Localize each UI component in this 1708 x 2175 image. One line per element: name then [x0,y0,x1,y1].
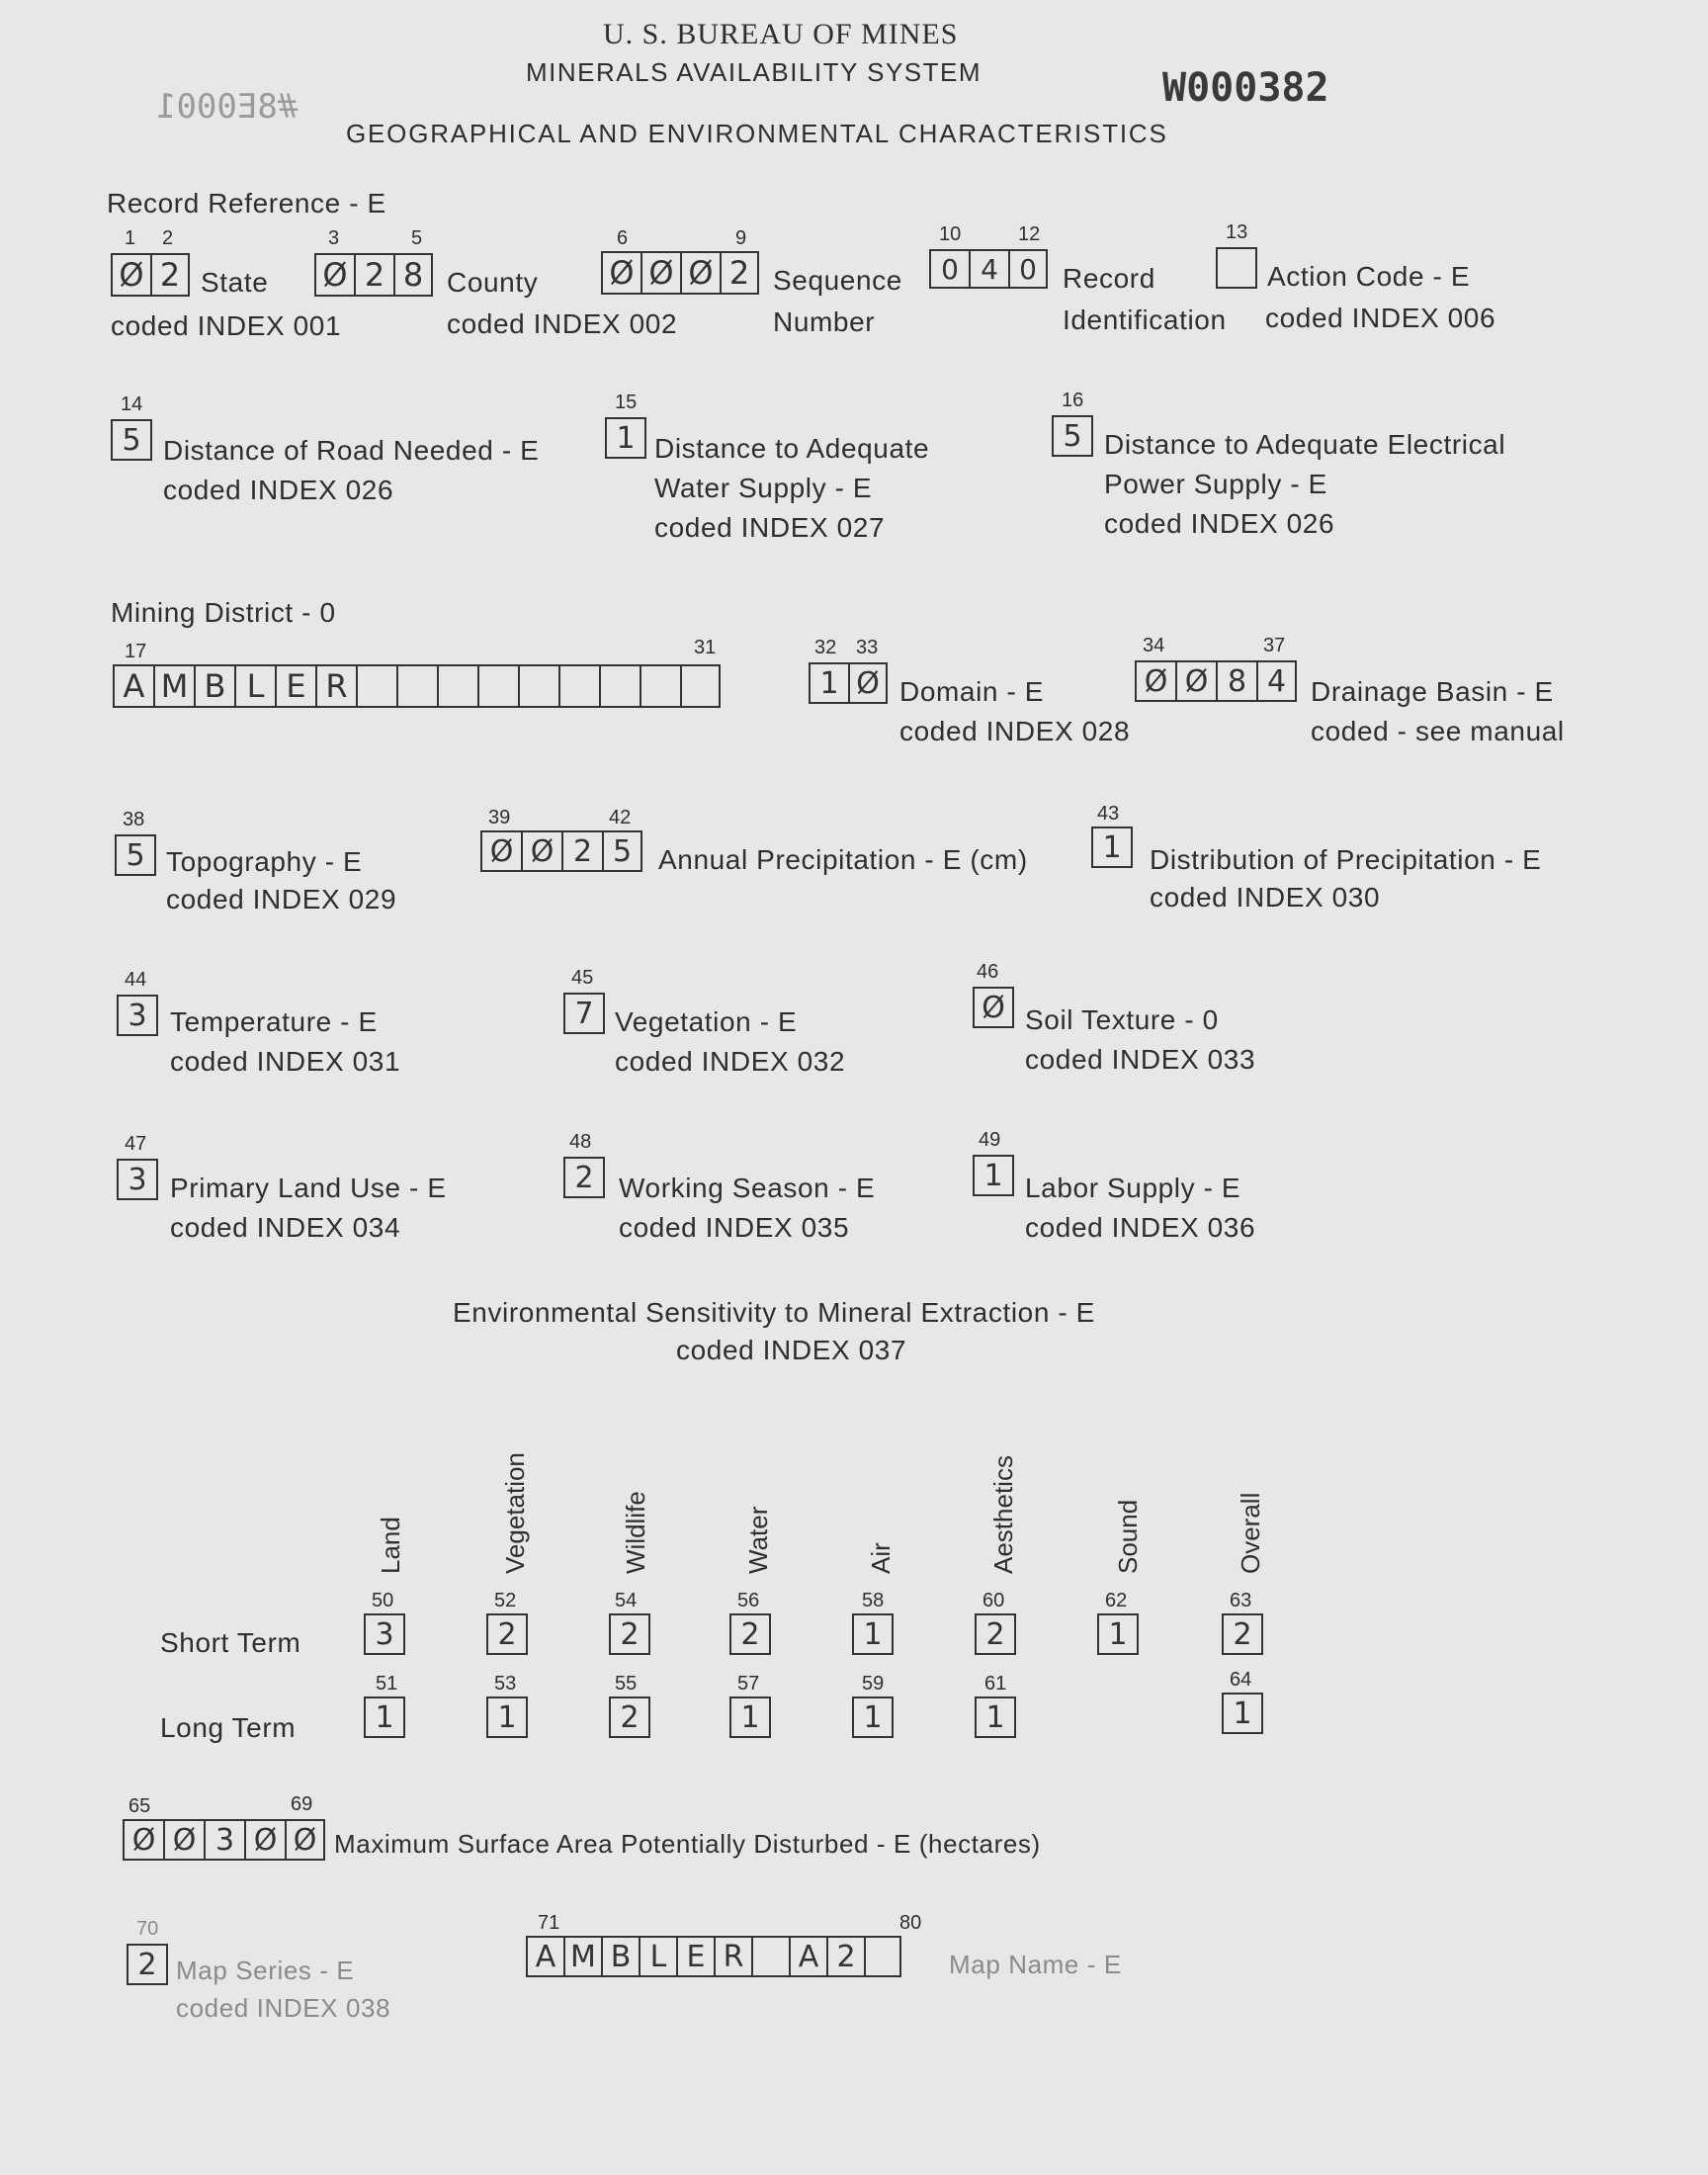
topography-index: coded INDEX 029 [166,884,397,914]
col-number: 69 [291,1793,313,1815]
precip-box[interactable]: Ø [480,830,521,872]
vegetation-index: coded INDEX 032 [615,1046,846,1077]
distribution-label: Distribution of Precipitation - E [1150,844,1542,875]
district-box[interactable]: R [315,664,356,708]
road-distance-box[interactable]: 5 [111,419,152,461]
sequence-boxes[interactable] [601,251,759,295]
drainage-box[interactable]: 8 [1216,660,1256,702]
record-box[interactable]: 0 [929,249,969,289]
col-number: 54 [615,1590,638,1611]
land-use-box[interactable]: 3 [117,1159,158,1200]
surface-box[interactable]: 3 [204,1819,244,1861]
water-long-box[interactable]: 1 [729,1696,771,1738]
map-series-label: Map Series - E [176,1956,355,1985]
sequence-box[interactable]: Ø [601,251,640,295]
power-distance-box[interactable]: 5 [1052,415,1093,457]
surface-area-label: Maximum Surface Area Potentially Disturbed - E (hectares) [334,1829,1041,1859]
land-use-label: Primary Land Use - E [170,1173,447,1203]
soil-box[interactable]: Ø [973,987,1014,1028]
col-number: 64 [1230,1669,1252,1691]
record-sub: Identification [1063,304,1227,335]
form-title: GEOGRAPHICAL AND ENVIRONMENTAL CHARACTERISTICS [346,119,1168,148]
col-number: 71 [538,1912,560,1934]
map-series-index: coded INDEX 038 [176,1993,391,2023]
col-number: 38 [123,809,145,830]
map-name-box[interactable]: E [676,1936,714,1977]
district-box[interactable]: M [153,664,194,708]
season-box[interactable]: 2 [563,1157,605,1198]
action-code-box[interactable] [1216,247,1257,289]
road-distance-index: coded INDEX 026 [163,475,394,505]
county-box[interactable]: 8 [393,253,433,297]
col-number: 53 [494,1673,517,1695]
district-box[interactable] [518,664,558,708]
topography-box[interactable]: 5 [115,834,156,876]
vegetation-long-box[interactable]: 1 [486,1696,528,1738]
col-number: 14 [121,393,143,415]
col-number: 65 [128,1795,151,1817]
col-number: 32 [814,637,837,658]
drainage-box[interactable]: Ø [1135,660,1175,702]
power-distance-label: Distance to Adequate Electrical [1104,429,1506,460]
precip-box[interactable]: 5 [602,830,642,872]
soil-index: coded INDEX 033 [1025,1044,1256,1075]
col-number: 10 [939,223,962,245]
col-number: 61 [984,1673,1007,1695]
col-number: 51 [376,1673,398,1695]
vegetation-short-box[interactable]: 2 [486,1613,528,1655]
col-number: 2 [162,227,174,249]
road-distance-label: Distance of Road Needed - E [163,435,540,466]
aesthetics-long-box[interactable]: 1 [975,1696,1016,1738]
map-name-box[interactable]: B [601,1936,639,1977]
water-distance-label: Distance to Adequate [654,433,930,464]
map-name-box[interactable]: L [639,1936,676,1977]
wildlife-long-box[interactable]: 2 [609,1696,650,1738]
col-header-land: Land [376,1517,405,1574]
map-name-box[interactable]: M [563,1936,601,1977]
col-header-sound: Sound [1113,1499,1143,1574]
overall-long-box[interactable]: 1 [1222,1693,1263,1734]
district-box[interactable] [356,664,396,708]
state-boxes[interactable] [111,253,190,297]
mining-district-label: Mining District - 0 [111,597,336,628]
col-header-water: Water [743,1506,773,1574]
labor-index: coded INDEX 036 [1025,1212,1256,1243]
col-number: 52 [494,1590,517,1611]
county-box[interactable]: 2 [354,253,393,297]
col-number: 58 [862,1590,885,1611]
col-number: 70 [136,1918,159,1940]
precipitation-label: Annual Precipitation - E (cm) [658,844,1028,875]
surface-box[interactable]: Ø [285,1819,325,1861]
precip-box[interactable]: 2 [561,830,602,872]
labor-box[interactable]: 1 [973,1155,1014,1196]
record-box[interactable]: 0 [1008,249,1048,289]
action-code-index: coded INDEX 006 [1265,303,1496,333]
col-header-aesthetics: Aesthetics [988,1455,1018,1574]
map-name-box[interactable]: A [526,1936,563,1977]
col-number: 59 [862,1673,885,1695]
record-box[interactable]: 4 [969,249,1008,289]
col-number: 12 [1018,223,1041,245]
air-long-box[interactable]: 1 [852,1696,894,1738]
mining-district-boxes[interactable] [113,664,721,708]
land-use-index: coded INDEX 034 [170,1212,401,1243]
col-header-overall: Overall [1236,1492,1265,1574]
state-label: State [201,267,269,298]
sequence-box[interactable]: 2 [720,251,759,295]
action-code-label: Action Code - E [1267,261,1471,292]
labor-label: Labor Supply - E [1025,1173,1241,1203]
short-term-label: Short Term [160,1627,301,1658]
col-number: 13 [1226,221,1248,243]
distribution-box[interactable]: 1 [1091,826,1133,868]
temperature-label: Temperature - E [170,1006,378,1037]
col-number: 33 [856,637,879,658]
season-label: Working Season - E [619,1173,876,1203]
sensitivity-title: Environmental Sensitivity to Mineral Extraction - E [453,1297,1095,1328]
season-index: coded INDEX 035 [619,1212,850,1243]
col-number: 1 [125,227,136,249]
air-short-box[interactable]: 1 [852,1613,894,1655]
power-distance-index: coded INDEX 026 [1104,508,1335,539]
map-name-box[interactable]: 2 [826,1936,864,1977]
wildlife-short-box[interactable]: 2 [609,1613,650,1655]
district-box[interactable] [437,664,477,708]
col-number: 45 [571,967,594,989]
domain-boxes[interactable] [809,662,888,704]
col-number: 3 [328,227,340,249]
col-number: 46 [977,961,999,983]
water-distance-box[interactable]: 1 [605,417,646,459]
district-box[interactable]: E [275,664,315,708]
sequence-box[interactable]: Ø [640,251,680,295]
district-box[interactable]: L [234,664,275,708]
district-box[interactable] [599,664,640,708]
district-box[interactable] [680,664,721,708]
district-box[interactable] [396,664,437,708]
col-header-air: Air [866,1542,896,1574]
col-number: 57 [737,1673,760,1695]
domain-box[interactable]: Ø [848,662,888,704]
temperature-box[interactable]: 3 [117,995,158,1036]
district-box[interactable] [558,664,599,708]
agency-title: U. S. BUREAU OF MINES [603,18,959,50]
col-number: 48 [569,1131,592,1153]
col-number: 43 [1097,803,1120,825]
domain-label: Domain - E [899,676,1045,707]
temperature-index: coded INDEX 031 [170,1046,401,1077]
sound-short-box[interactable]: 1 [1097,1613,1139,1655]
map-series-box[interactable]: 2 [127,1944,168,1985]
record-reference-label: Record Reference - E [107,188,386,218]
water-short-box[interactable]: 2 [729,1613,771,1655]
aesthetics-short-box[interactable]: 2 [975,1613,1016,1655]
land-short-box[interactable]: 3 [364,1613,405,1655]
map-name-box[interactable]: R [714,1936,751,1977]
col-number: 63 [1230,1590,1252,1611]
vegetation-box[interactable]: 7 [563,993,605,1034]
col-number: 15 [615,392,638,413]
county-box[interactable]: Ø [314,253,354,297]
col-number: 31 [694,637,717,658]
state-box[interactable]: Ø [111,253,150,297]
county-boxes[interactable] [314,253,433,297]
col-number: 42 [609,807,632,828]
long-term-label: Long Term [160,1712,297,1743]
col-number: 5 [411,227,423,249]
map-name-box[interactable] [751,1936,789,1977]
doc-id-left: #8E0001 [156,87,299,127]
surface-box[interactable]: Ø [163,1819,204,1861]
map-name-boxes[interactable] [526,1936,901,1977]
surface-area-boxes[interactable] [123,1819,325,1861]
col-number: 39 [488,807,511,828]
precip-box[interactable]: Ø [521,830,561,872]
col-number: 50 [372,1590,394,1611]
state-box[interactable]: 2 [150,253,190,297]
state-index: coded INDEX 001 [111,310,342,341]
col-number: 60 [982,1590,1005,1611]
doc-id-right: W000382 [1162,65,1329,111]
drainage-box[interactable]: 4 [1256,660,1297,702]
system-title: MINERALS AVAILABILITY SYSTEM [526,57,982,87]
district-box[interactable]: B [194,664,234,708]
county-index: coded INDEX 002 [447,308,678,339]
distribution-index: coded INDEX 030 [1150,882,1381,913]
col-number: 49 [979,1129,1001,1151]
overall-short-box[interactable]: 2 [1222,1613,1263,1655]
surface-box[interactable]: Ø [244,1819,285,1861]
col-number: 37 [1263,635,1286,656]
domain-box[interactable]: 1 [809,662,848,704]
col-number: 56 [737,1590,760,1611]
map-name-box[interactable]: A [789,1936,826,1977]
drainage-label: Drainage Basin - E [1311,676,1554,707]
col-number: 34 [1143,635,1165,656]
col-number: 9 [735,227,747,249]
vegetation-label: Vegetation - E [615,1006,798,1037]
col-header-vegetation: Vegetation [500,1452,530,1574]
map-name-label: Map Name - E [949,1950,1122,1979]
precipitation-boxes[interactable] [480,830,642,872]
sequence-label: Sequence [773,265,902,296]
col-number: 16 [1062,390,1084,411]
district-box[interactable]: A [113,664,153,708]
map-name-box[interactable] [864,1936,901,1977]
domain-index: coded INDEX 028 [899,716,1131,746]
col-header-wildlife: Wildlife [621,1491,650,1574]
district-box[interactable] [477,664,518,708]
col-number: 47 [125,1133,147,1155]
topography-label: Topography - E [166,846,363,877]
record-label: Record [1063,263,1155,294]
surface-box[interactable]: Ø [123,1819,163,1861]
sequence-sub: Number [773,306,876,337]
power-distance-label2: Power Supply - E [1104,469,1327,499]
col-number: 6 [617,227,629,249]
col-number: 80 [899,1912,922,1934]
drainage-box[interactable]: Ø [1175,660,1216,702]
sequence-box[interactable]: Ø [680,251,720,295]
record-boxes[interactable] [929,249,1048,289]
land-long-box[interactable]: 1 [364,1696,405,1738]
sensitivity-index: coded INDEX 037 [676,1335,907,1365]
soil-label: Soil Texture - 0 [1025,1004,1219,1035]
county-label: County [447,267,539,298]
col-number: 44 [125,969,147,991]
drainage-sub: coded - see manual [1311,716,1565,746]
col-number: 62 [1105,1590,1128,1611]
drainage-boxes[interactable] [1135,660,1297,702]
water-distance-label2: Water Supply - E [654,473,873,503]
col-number: 17 [125,641,147,662]
col-number: 55 [615,1673,638,1695]
district-box[interactable] [640,664,680,708]
water-distance-index: coded INDEX 027 [654,512,886,543]
